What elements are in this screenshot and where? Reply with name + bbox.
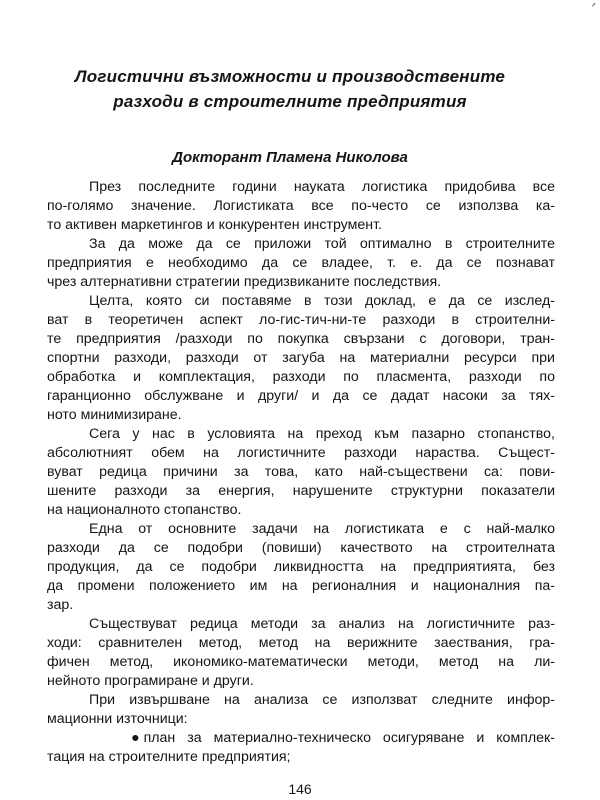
document-title [30,64,550,114]
text-line: Една от основните задачи на логистиката е с най-малко [89,521,555,537]
text-line: разходи да се подобри (повиши) качеството на строителната [47,540,555,556]
paragraph [47,615,555,691]
text-line: шените разходи за енергия, нарушените структурни показатели [47,483,555,499]
text-line: предприятия е необходимо да се владее, т. е. да се познават [47,255,555,271]
paragraph [47,425,555,520]
paragraph [47,691,555,729]
paragraph [47,178,555,235]
text-line: обработка и комплектация, разходи по пласмента, разходи по [47,369,555,385]
scan-corner-mark: ᐟ [591,2,596,13]
text-line: Съществуват редица методи за анализ на логистичните раз- [89,616,555,632]
text-line: Сега у нас в условията на преход към пазарно стопанство, [89,426,555,442]
text-line: тация на строителните предприятия; [47,749,291,765]
text-line: чрез алтернативни стратегии предизвиканите последствия. [47,274,442,290]
text-line: През последните години науката логистика придобива все [89,179,555,195]
text-line: При извършване на анализа се използват следните инфор- [89,692,555,708]
text-line: вуват редица причини за това, като най-съществени са: пови- [47,464,555,480]
title-line-1: Логистични възможности и производствените [74,67,506,86]
text-line: зар. [47,597,74,613]
text-line: нейното програмиране и други. [47,673,254,689]
text-line: продукция, да се подобри ликвидността на предприятията, без [47,559,555,575]
text-line-content: план за материално-техническо осигуряване и комплек- [143,730,555,746]
title-line-2: разходи в строителните предприятия [113,92,467,111]
text-line [47,729,555,748]
document-body [47,178,555,767]
text-line: ват в теоретичен аспект ло-гис-тич-ни-те разходи в строителни- [47,312,555,328]
text-line: те предприятия /разходи по покупка свързани с договори, тран- [47,331,555,347]
text-line: Целта, която си поставяме в този доклад, е да се изслед- [89,293,555,309]
bullet-item [47,729,555,767]
paragraph [47,235,555,292]
bullet-icon: ● [131,730,140,746]
text-line: по-голямо значение. Логистиката все по-често се използва ка- [47,198,555,214]
text-line: на националното стопанство. [47,502,242,518]
text-line: да промени положението им на регионалния и националния па- [47,578,555,594]
text-line: абсолютният обем на логистичните разходи нараства. Същест- [47,445,555,461]
author-name: Докторант Пламена Николова [172,149,408,166]
text-line: ходи: сравнителен метод, метод на верижните заествания, гра- [47,635,555,651]
text-line: За да може да се приложи той оптимално в строителните [89,236,555,252]
text-line: ното минимизиране. [47,407,182,423]
text-line: то активен маркетингов и конкурентен инструмент. [47,217,382,233]
text-line: фичен метод, икономико-математически методи, метод на ли- [47,654,555,670]
page-number: 146 [288,781,312,797]
text-line: гаранционно обслужване и други/ и да се дадат насоки за тях- [47,388,555,404]
text-line: мационни източници: [47,711,188,727]
paragraph [47,292,555,425]
paragraph [47,520,555,615]
text-line: спортни разходи, разходи от загуба на материални ресурси при [47,350,555,366]
